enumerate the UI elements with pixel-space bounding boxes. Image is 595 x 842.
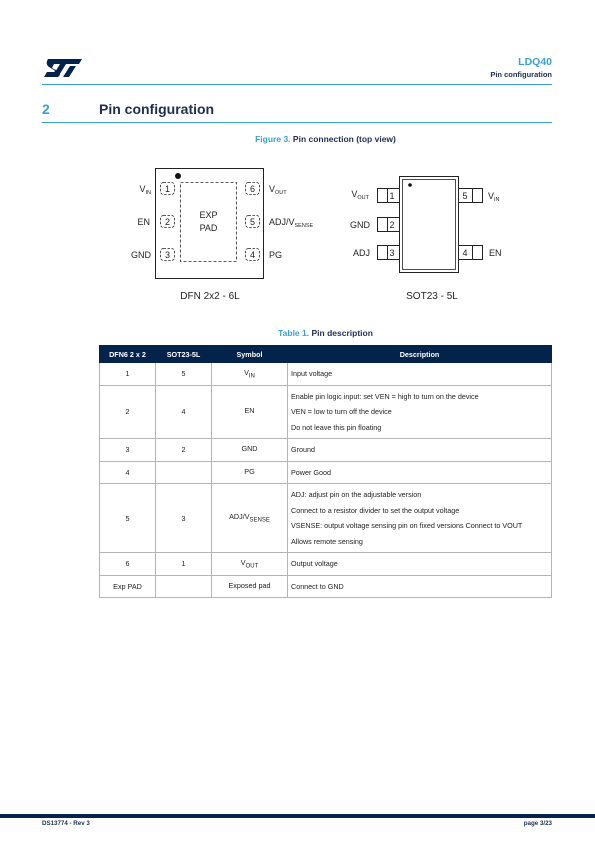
sot-pin-cell: 2: [156, 439, 212, 462]
st-logo: [42, 56, 84, 80]
section-title: Pin configuration: [99, 101, 215, 117]
dfn-pad-line2: PAD: [199, 223, 218, 233]
page-number: page 3/23: [523, 820, 552, 827]
dfn-pin-cell: 4: [100, 461, 156, 484]
symbol-cell: EN: [212, 385, 288, 439]
description-cell: Connect to GND: [288, 575, 552, 598]
sot-pin-number: 3: [389, 248, 395, 258]
dfn-package-label: DFN 2x2 - 6L: [180, 291, 240, 302]
pin-description-table: [99, 345, 552, 598]
figure-title: Pin connection (top view): [292, 134, 396, 144]
dfn-pin-number: 5: [249, 217, 256, 227]
footer-bar: [0, 814, 595, 818]
sot-pin-number: 5: [462, 191, 468, 201]
sot-pin-cell: 3: [156, 484, 212, 553]
symbol-cell: PG: [212, 461, 288, 484]
table-row: [100, 385, 552, 439]
dfn-pin-cell: 2: [100, 385, 156, 439]
dfn-pin-number: 6: [249, 184, 256, 194]
dfn-pin-cell: 1: [100, 363, 156, 386]
sot-pin-cell: 5: [156, 363, 212, 386]
dfn-pin-number: 2: [164, 217, 171, 227]
column-header: DFN6 2 x 2: [100, 346, 156, 363]
document-title: LDQ40: [518, 56, 552, 68]
symbol-cell: ADJ/$V_{SENSE}$: [212, 484, 288, 553]
dfn-pin-cell: Exp PAD: [100, 575, 156, 598]
dfn-pin-name: EN: [137, 217, 150, 227]
dfn-pin-cell: 3: [100, 439, 156, 462]
sot-package-label: SOT23 - 5L: [406, 291, 458, 302]
sot-pin-number: 1: [389, 191, 395, 201]
table-row: [100, 363, 552, 386]
section-number: 2: [42, 101, 50, 117]
sot-pin-cell: 1: [156, 553, 212, 576]
table-row: [100, 484, 552, 553]
sot-pin-name: $V_{IN}$: [488, 191, 500, 203]
dfn-pin-cell: 6: [100, 553, 156, 576]
sot-pin-name: ADJ: [352, 248, 370, 258]
document-revision: DS13774 - Rev 3: [42, 820, 90, 827]
symbol-cell: GND: [212, 439, 288, 462]
pin-connection-diagram: [120, 160, 520, 310]
sot-pin-name: GND: [350, 220, 370, 230]
dfn-pin-name: $V_{IN}$: [139, 184, 151, 196]
dfn-pin-number: 3: [164, 250, 171, 260]
section-divider: [42, 122, 552, 123]
figure-label: Figure 3.: [255, 134, 291, 144]
table-row: [100, 575, 552, 598]
dfn-pin-name: ADJ/$V_{SENSE}$: [269, 217, 314, 229]
sot-pin-name: $V_{OUT}$: [351, 189, 369, 201]
column-header: SOT23-5L: [156, 346, 212, 363]
table-row: [100, 439, 552, 462]
table-label: Table 1.: [278, 328, 310, 338]
sot23-package: [350, 177, 502, 303]
dfn-package: [131, 169, 313, 303]
symbol-cell: Exposed pad: [212, 575, 288, 598]
table-header-row: [100, 346, 552, 363]
header-divider: [42, 84, 552, 85]
description-cell: Output voltage: [288, 553, 552, 576]
description-cell: Input voltage: [288, 363, 552, 386]
description-cell: Power Good: [288, 461, 552, 484]
symbol-cell: $V_{OUT}$: [212, 553, 288, 576]
table-row: [100, 461, 552, 484]
sot-pin-cell: 4: [156, 385, 212, 439]
sot-pin-number: 4: [462, 248, 468, 258]
symbol-cell: $V_{IN}$: [212, 363, 288, 386]
dfn-pin-name: $V_{OUT}$: [269, 184, 287, 196]
description-cell: ADJ: adjust pin on the adjustable version Connect to a resistor divider to set the output voltage VSENSE: output voltage sensing pin on fixed versions Connect to VOUT Allows remote sensing: [288, 484, 552, 553]
dfn-pin-name: PG: [269, 250, 283, 260]
dfn-pin-number: 4: [249, 250, 256, 260]
description-cell: Enable pin logic input: set VEN = high to turn on the device VEN = low to turn off the device Do not leave this pin floating: [288, 385, 552, 439]
sot-pin-name: EN: [489, 248, 502, 258]
table-caption: [0, 328, 595, 338]
figure-caption: [0, 134, 595, 144]
sot-pin-cell: [156, 575, 212, 598]
dfn-pad-line1: EXP: [199, 210, 218, 220]
column-header: Description: [288, 346, 552, 363]
description-cell: Ground: [288, 439, 552, 462]
column-header: Symbol: [212, 346, 288, 363]
dfn-pin-name: GND: [131, 250, 151, 260]
sot-pin-cell: [156, 461, 212, 484]
sot-pin-number: 2: [389, 220, 395, 230]
table-row: [100, 553, 552, 576]
header-section-name: Pin configuration: [490, 70, 552, 79]
dfn-pin-number: 1: [164, 184, 171, 194]
dfn-pin-cell: 5: [100, 484, 156, 553]
table-title: Pin description: [311, 328, 373, 338]
